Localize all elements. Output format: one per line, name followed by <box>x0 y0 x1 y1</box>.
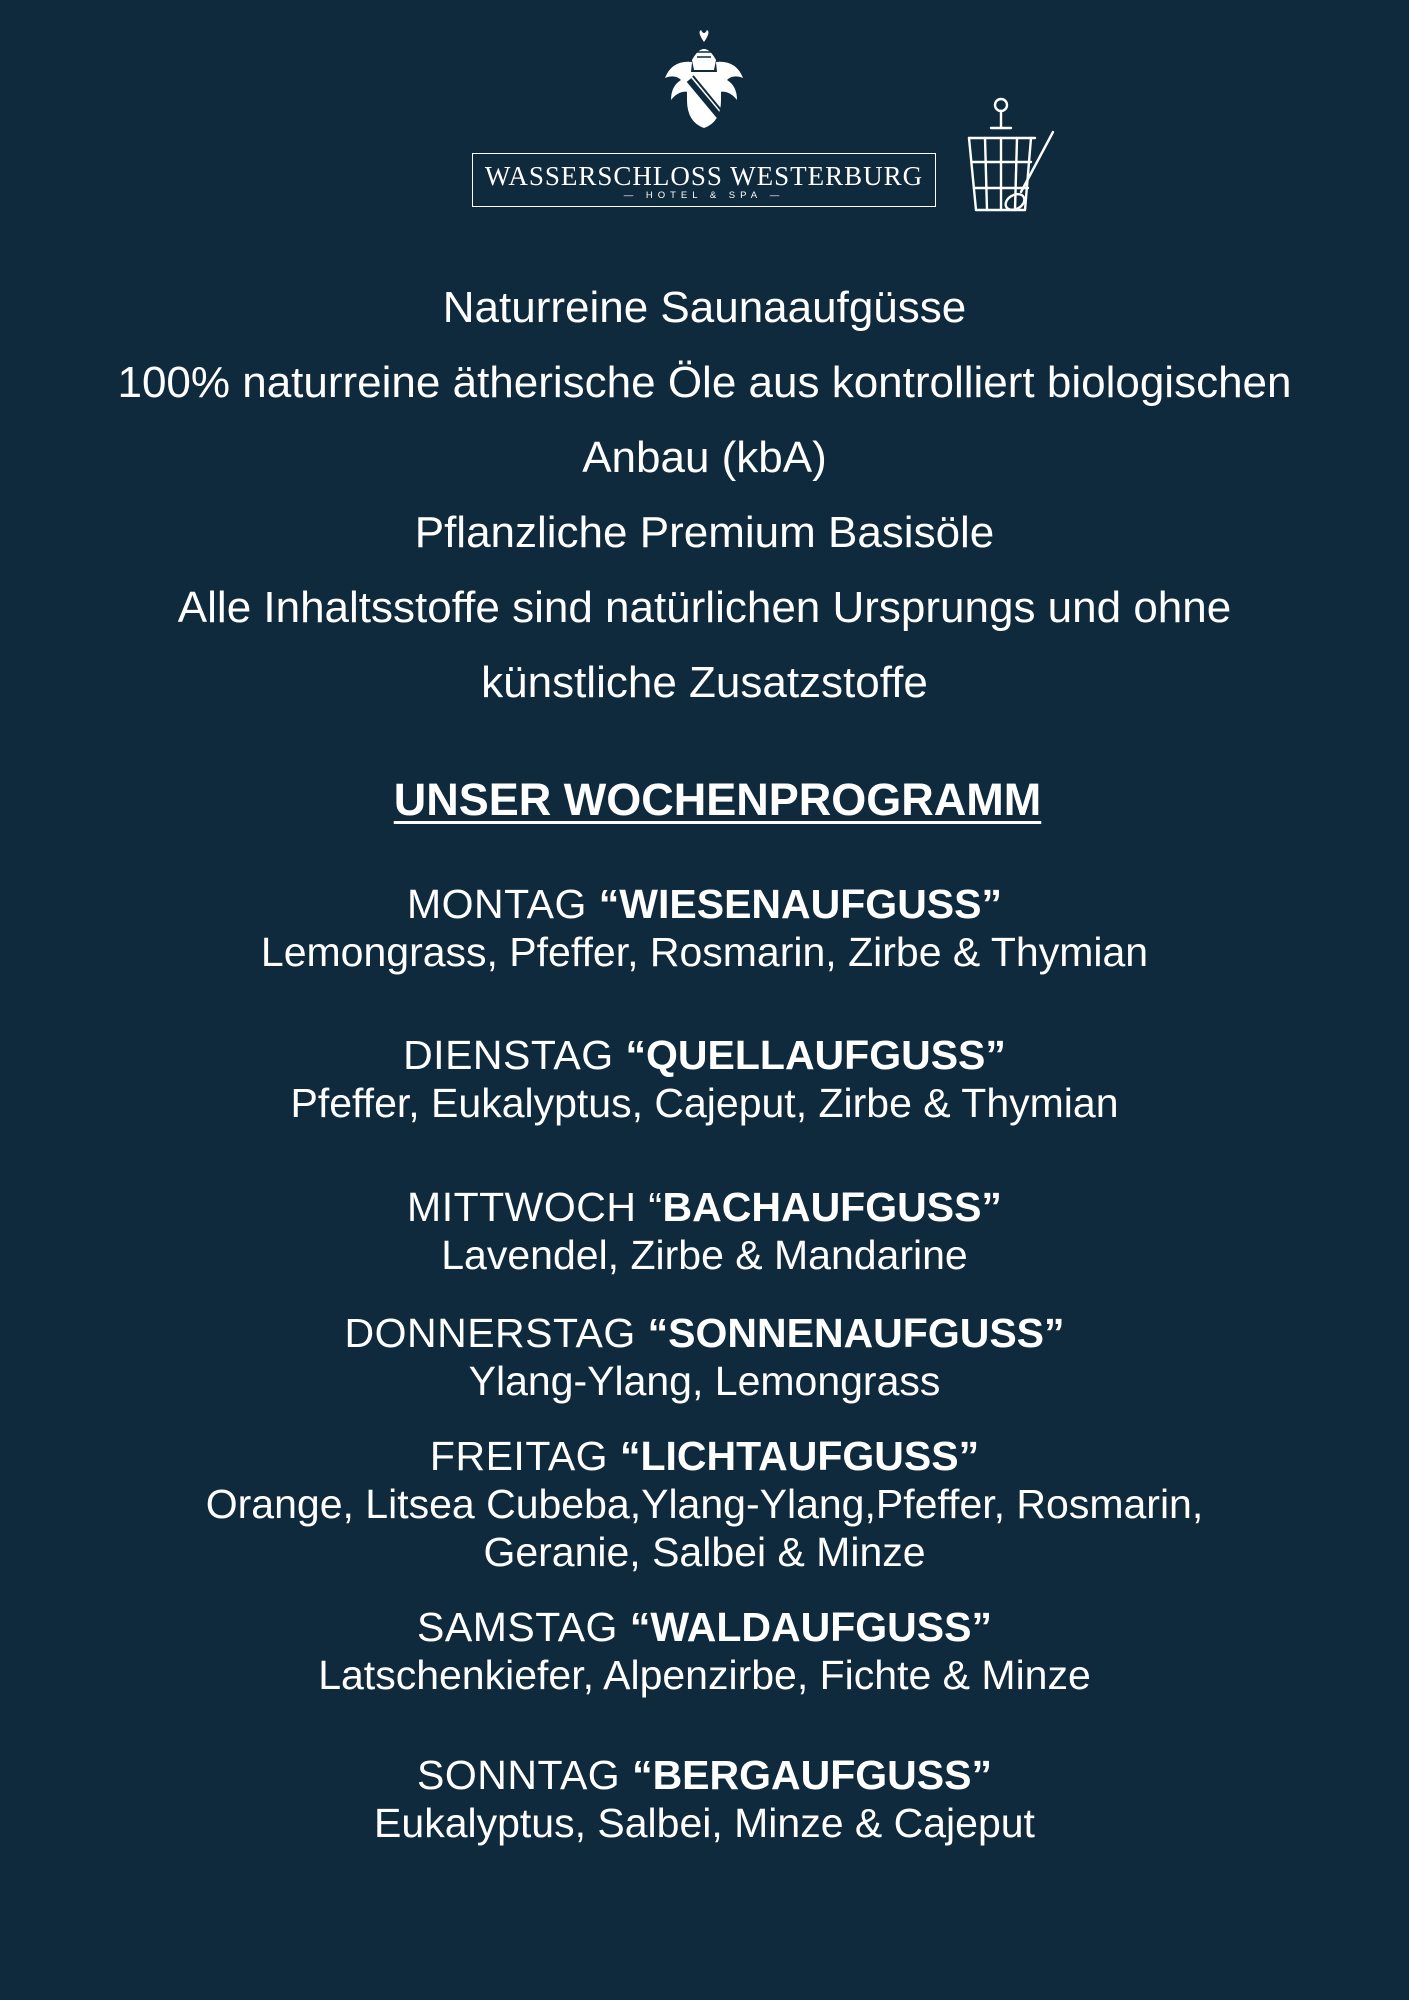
day-description: Lemongrass, Pfeffer, Rosmarin, Zirbe & Thymian <box>260 929 1149 975</box>
day-title: WIESENAUFGUSS” <box>619 881 1002 927</box>
day-name: SONNTAG <box>416 1752 633 1798</box>
intro-line: Alle Inhaltsstoffe sind natürlichen Ursprungs und ohne <box>177 583 1232 632</box>
day-heading <box>0 1031 1409 1079</box>
program-heading: UNSER WOCHENPROGRAMM <box>393 774 1042 825</box>
intro-line: Naturreine Saunaaufgüsse <box>442 283 967 332</box>
day-title: BERGAUFGUSS” <box>652 1752 992 1798</box>
intro-line: künstliche Zusatzstoffe <box>481 658 928 707</box>
program-day-wednesday <box>0 1183 1409 1279</box>
day-name: MONTAG <box>407 881 599 927</box>
day-title-open-quote: “ <box>647 1310 669 1356</box>
program-day-thursday <box>0 1309 1409 1405</box>
day-title-open-quote: “ <box>619 1433 641 1479</box>
day-heading <box>0 1603 1409 1651</box>
day-description: Lavendel, Zirbe & Mandarine <box>441 1232 968 1278</box>
brand-name: WASSERSCHLOSS WESTERBURG <box>484 161 924 191</box>
intro-line: Anbau (kbA) <box>582 433 827 482</box>
day-name: DIENSTAG <box>403 1032 626 1078</box>
day-title: BACHAUFGUSS” <box>662 1184 1002 1230</box>
coat-of-arms-icon <box>657 30 751 130</box>
intro-line: Pflanzliche Premium Basisöle <box>414 508 995 557</box>
program-day-sunday <box>0 1751 1409 1847</box>
day-description: Orange, Litsea Cubeba,Ylang-Ylang,Pfeffer, Rosmarin, <box>205 1481 1204 1527</box>
brand-logo <box>472 153 936 207</box>
day-name: FREITAG <box>429 1433 620 1479</box>
day-description-continued: Geranie, Salbei & Minze <box>483 1529 926 1575</box>
day-heading <box>0 1183 1409 1231</box>
day-title: WALDAUFGUSS” <box>650 1604 992 1650</box>
day-title: SONNENAUFGUSS” <box>668 1310 1065 1356</box>
intro-line: 100% naturreine ätherische Öle aus kontrolliert biologischen <box>117 358 1292 407</box>
day-title-open-quote: “ <box>598 881 620 927</box>
day-description: Ylang-Ylang, Lemongrass <box>468 1358 941 1404</box>
day-name: SAMSTAG <box>417 1604 630 1650</box>
day-heading <box>0 1751 1409 1799</box>
day-title-open-quote: “ <box>629 1604 651 1650</box>
day-heading <box>0 880 1409 928</box>
day-title-open-quote: “ <box>625 1032 647 1078</box>
program-day-tuesday <box>0 1031 1409 1127</box>
intro-text <box>40 270 1369 720</box>
brand-header <box>0 30 1409 200</box>
day-name: DONNERSTAG <box>344 1310 648 1356</box>
program-day-friday <box>0 1432 1409 1576</box>
day-heading <box>0 1432 1409 1480</box>
day-name: MITTWOCH “ <box>407 1184 663 1230</box>
day-heading <box>0 1309 1409 1357</box>
day-title: LICHTAUFGUSS” <box>640 1433 980 1479</box>
program-day-saturday <box>0 1603 1409 1699</box>
sauna-bucket-ladle-icon <box>963 92 1059 222</box>
brand-subtitle: — HOTEL & SPA — <box>623 190 785 201</box>
day-description: Latschenkiefer, Alpenzirbe, Fichte & Minze <box>318 1652 1091 1698</box>
day-title: QUELLAUFGUSS” <box>646 1032 1006 1078</box>
day-description: Pfeffer, Eukalyptus, Cajeput, Zirbe & Thymian <box>290 1080 1119 1126</box>
program-day-monday <box>0 880 1409 976</box>
day-description: Eukalyptus, Salbei, Minze & Cajeput <box>374 1800 1035 1846</box>
day-title-open-quote: “ <box>632 1752 653 1798</box>
